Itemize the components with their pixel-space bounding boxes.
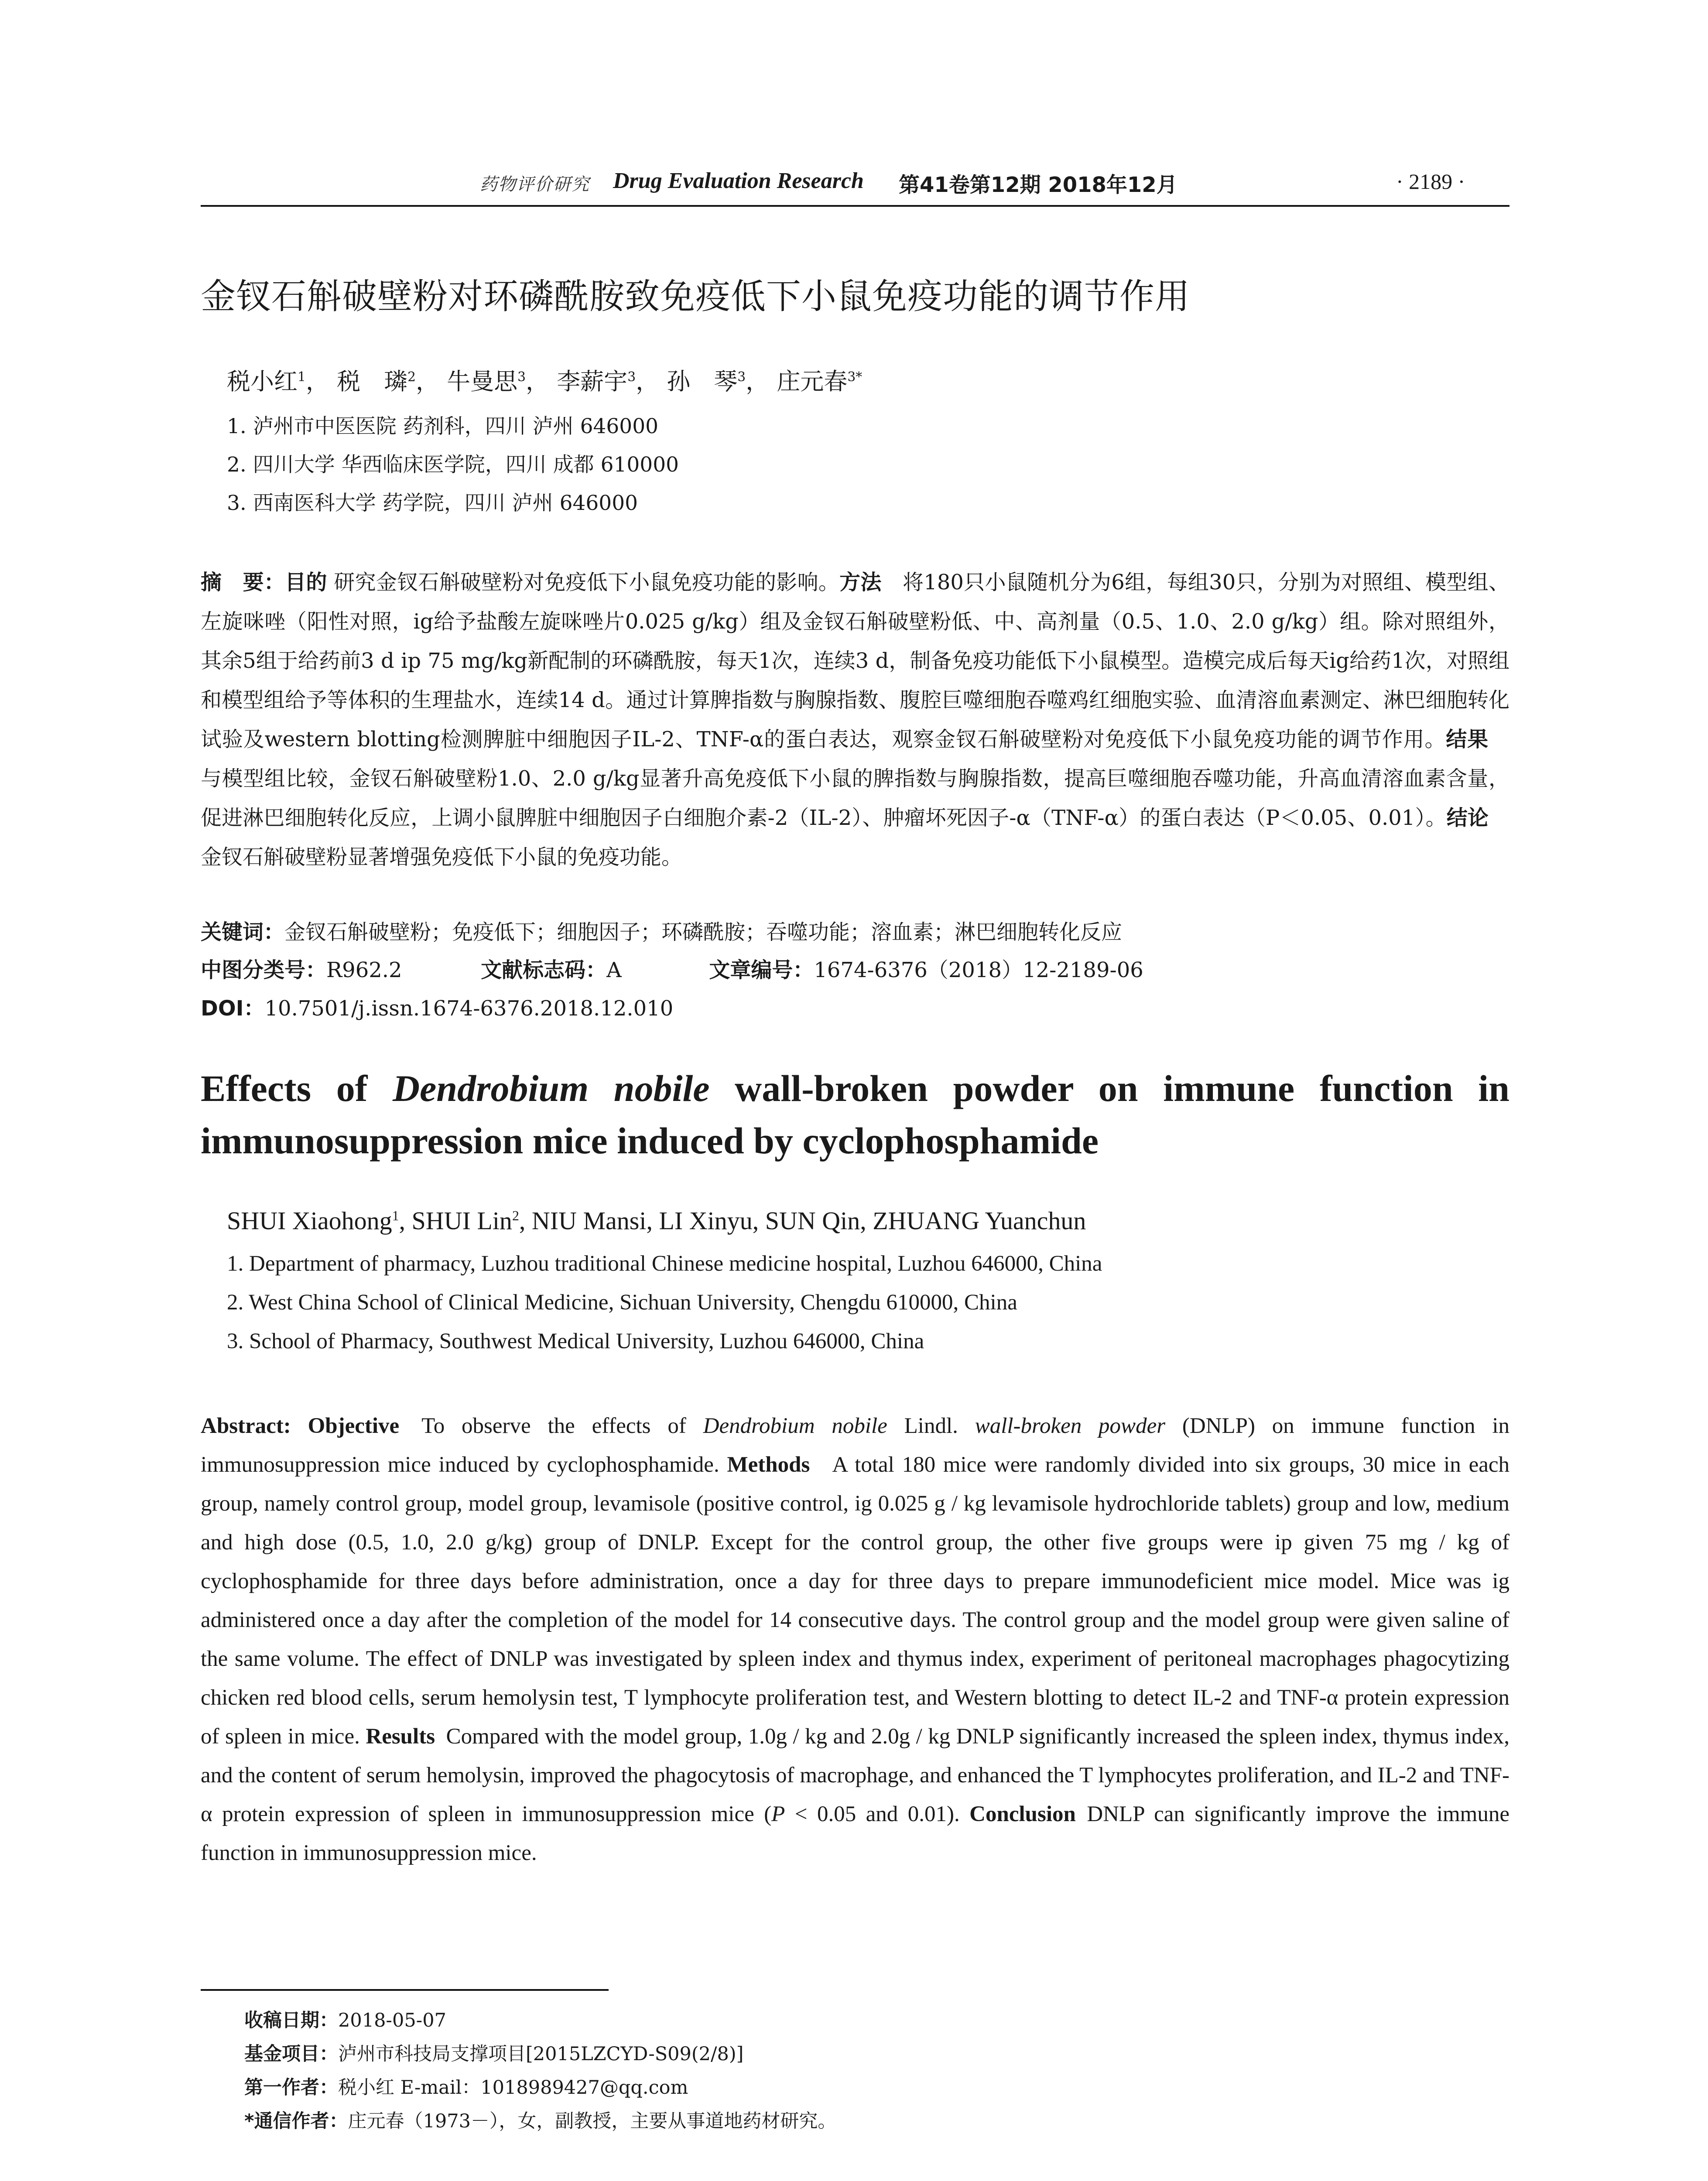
en-abstract: Abstract: Objective To observe the effects of Dendrobium nobile Lindl. wall-broken powder (DNLP) on immune function in immunosuppression mice induced by cyclophosphamide. Methods A total 180 mice were randomly divided into six groups, 30 mice in each group, namely control group, model group, levamisole (positive control, ig 0.025 g / kg levamisole hydrochloride tablets) group and low, medium and high dose (0.5, 1.0, 2.0 g/kg) group of DNLP. Except for the control group, the other five groups were ip given 75 mg / kg of cyclophosphamide for three days before administration, once a day for three days to prepare immunodeficient mice model. Mice was ig administered once a day after the completion of the model for 14 consecutive days. The control group and the model group were given saline of the same volume. The effect of DNLP was investigated by spleen index and thymus index, experiment of peritoneal macrophages phagocytizing chicken red blood cells, serum hemolysin test, T lymphocyte proliferation test, and Western blotting to detect IL-2 and TNF-α protein expression of spleen in mice. Results Compared with the model group, 1.0g / kg and 2.0g / kg DNLP significantly increased the spleen index, thymus index, and the content of serum hemolysin, improved the phagocytosis of macrophage, and enhanced the T lymphocytes proliferation, and IL-2 and TNF-α protein expression of spleen in immunosuppression mice (P < 0.05 and 0.01). Conclusion DNLP can significantly improve the immune function in immunosuppression mice. — [201, 1414, 1510, 1865]
doi-label: DOI： — [201, 996, 265, 1021]
cn-author: 孙 琴 — [667, 368, 738, 395]
conclusion-text: 金钗石斛破壁粉显著增强免疫低下小鼠的免疫功能。 — [201, 845, 683, 869]
doi-value: 10.7501/j.issn.1674-6376.2018.12.010 — [264, 996, 674, 1021]
en-conclusion-text: DNLP can significantly improve the immune function in immunosuppression mice. — [201, 1802, 1509, 1865]
running-header — [201, 168, 1509, 203]
doc-code-value: A — [606, 958, 622, 982]
footnote: 基金项目：泸州市科技局支撑项目[2015LZCYD-S09(2/8)] — [244, 2043, 744, 2065]
en-results-label: Results — [366, 1724, 435, 1749]
cn-affiliation: 2. 四川大学 华西临床医学院，四川 成都 610000 — [227, 453, 679, 477]
en-affiliation: 2. West China School of Clinical Medicine, Sichuan University, Chengdu 610000, China — [227, 1290, 1017, 1315]
clc-value: R962.2 — [326, 958, 402, 982]
page-number: · 2189 · — [1396, 169, 1465, 194]
results-label: 结果 — [1446, 727, 1489, 752]
footnote: 收稿日期：2018-05-07 — [244, 2010, 446, 2031]
abstract-label: 摘 要： — [201, 570, 285, 595]
keywords-text: 金钗石斛破壁粉；免疫低下；细胞因子；环磷酰胺；吞噬功能；溶血素；淋巴细胞转化反应 — [284, 920, 1123, 944]
article-no-value: 1674-6376（2018）12-2189-06 — [814, 958, 1143, 982]
cn-title: 金钗石斛破壁粉对环磷酰胺致免疫低下小鼠免疫功能的调节作用 — [201, 276, 1190, 317]
methods-text: 将180只小鼠随机分为6组，每组30只，分别为对照组、模型组、左旋咪唑（阳性对照，ig给予盐酸左旋咪唑片0.025 g/kg）组及金钗石斛破壁粉低、中、高剂量（0.5、1.0、2.0 g/kg）组。除对照组外，其余5组于给药前3 d ip 75 mg/kg新配制的环磷酰胺，每天1次，连续3 d，制备免疫功能低下小鼠模型。造模完成后每天ig给药1次，对照组和模型组给予等体积的生理盐水，连续14 d。通过计算脾指数与胸腺指数、腹腔巨噬细胞吞噬鸡红细胞实验、血清溶血素测定、淋巴细胞转化试验及western blotting检测脾脏中细胞因子IL-2、TNF-α的蛋白表达，观察金钗石斛破壁粉对免疫低下小鼠免疫功能的调节作用。 — [201, 570, 1509, 752]
en-authors: SHUI Xiaohong$^1$, SHUI Lin$^2$, NIU Mansi, LI Xinyu, SUN Qin, ZHUANG Yuanchun — [227, 1207, 1086, 1235]
keywords-label: 关键词： — [201, 920, 285, 944]
footnote: 第一作者：税小红 E-mail：1018989427@qq.com — [244, 2077, 688, 2099]
doc-code-label: 文献标志码： — [481, 958, 607, 982]
footnote-rule — [201, 1989, 609, 1991]
en-title-species: Dendrobium nobile — [392, 1067, 710, 1109]
clc-label: 中图分类号： — [201, 958, 327, 982]
classification-line — [201, 953, 1143, 983]
cn-abstract — [201, 563, 1509, 877]
cn-author: 税 璘 — [337, 368, 408, 395]
journal-logo: 药物评价研究 — [480, 174, 590, 195]
cn-affiliation: 3. 西南医科大学 药学院，四川 泸州 646000 — [227, 491, 638, 515]
en-affiliation: 1. Department of pharmacy, Luzhou traditional Chinese medicine hospital, Luzhou 646000, China — [227, 1251, 1102, 1276]
journal-name: Drug Evaluation Research — [613, 168, 864, 193]
article-no-label: 文章编号： — [709, 958, 814, 982]
cn-author: 庄元春 — [777, 368, 848, 395]
en-abstract-label: Abstract: Objective — [201, 1414, 400, 1438]
cn-author: 牛曼思 — [447, 368, 518, 395]
cn-author: 李薪宇 — [557, 368, 628, 395]
objective-text: 研究金钗石斛破壁粉对免疫低下小鼠免疫功能的影响。 — [334, 570, 840, 595]
header-rule — [201, 205, 1509, 207]
conclusion-label: 结论 — [1446, 806, 1489, 830]
cn-author: 税小红 — [227, 368, 298, 395]
footnote: *通信作者：庄元春（1973－），女，副教授，主要从事道地药材研究。 — [244, 2110, 837, 2132]
doi-line — [201, 991, 673, 1022]
en-conclusion-label: Conclusion — [969, 1802, 1076, 1826]
methods-label: 方法 — [839, 570, 882, 595]
en-title: Effects of Dendrobium nobile wall-broken powder on immune function in immunosuppression mice induced by cyclophosphamide — [201, 1067, 1509, 1162]
keywords-line — [201, 915, 1122, 945]
cn-affiliation: 1. 泸州市中医医院 药剂科，四川 泸州 646000 — [227, 414, 659, 438]
issue-info: 第41卷第12期 2018年12月 — [899, 173, 1177, 197]
cn-authors: 税小红$^1$， 税 璘$^2$， 牛曼思$^3$， 李薪宇$^3$， 孙 琴$^3$， 庄元春$^{3*}$ — [227, 368, 863, 395]
objective-label: 目的 — [285, 570, 327, 595]
results-text: 与模型组比较，金钗石斛破壁粉1.0、2.0 g/kg显著升高免疫低下小鼠的脾指数与胸腺指数，提高巨噬细胞吞噬功能，升高血清溶血素含量，促进淋巴细胞转化反应，上调小鼠脾脏中细胞因子白细胞介素-2（IL-2）、肿瘤坏死因子-α（TNF-α）的蛋白表达（P＜0.05、0.01）。 — [201, 766, 1509, 830]
en-affiliation: 3. School of Pharmacy, Southwest Medical University, Luzhou 646000, China — [227, 1329, 924, 1354]
en-methods-text: A total 180 mice were randomly divided into six groups, 30 mice in each group, namely control group, model group, levamisole (positive control, ig 0.025 g / kg levamisole hydrochloride tablets) group and low, medium and high dose (0.5, 1.0, 2.0 g/kg) group of DNLP. Except for the control group, the other five groups were ip given 75 mg / kg of cyclophosphamide for three days before administration, once a day for three days to prepare immunodeficient mice model. Mice was ig administered once a day after the completion of the model for 14 consecutive days. The control group and the model group were given saline of the same volume. The effect of DNLP was investigated by spleen index and thymus index, experiment of peritoneal macrophages phagocytizing chicken red blood cells, serum hemolysin test, T lymphocyte proliferation test, and Western blotting to detect IL-2 and TNF-α protein expression of spleen in mice. — [201, 1453, 1510, 1749]
en-methods-label: Methods — [727, 1453, 810, 1477]
